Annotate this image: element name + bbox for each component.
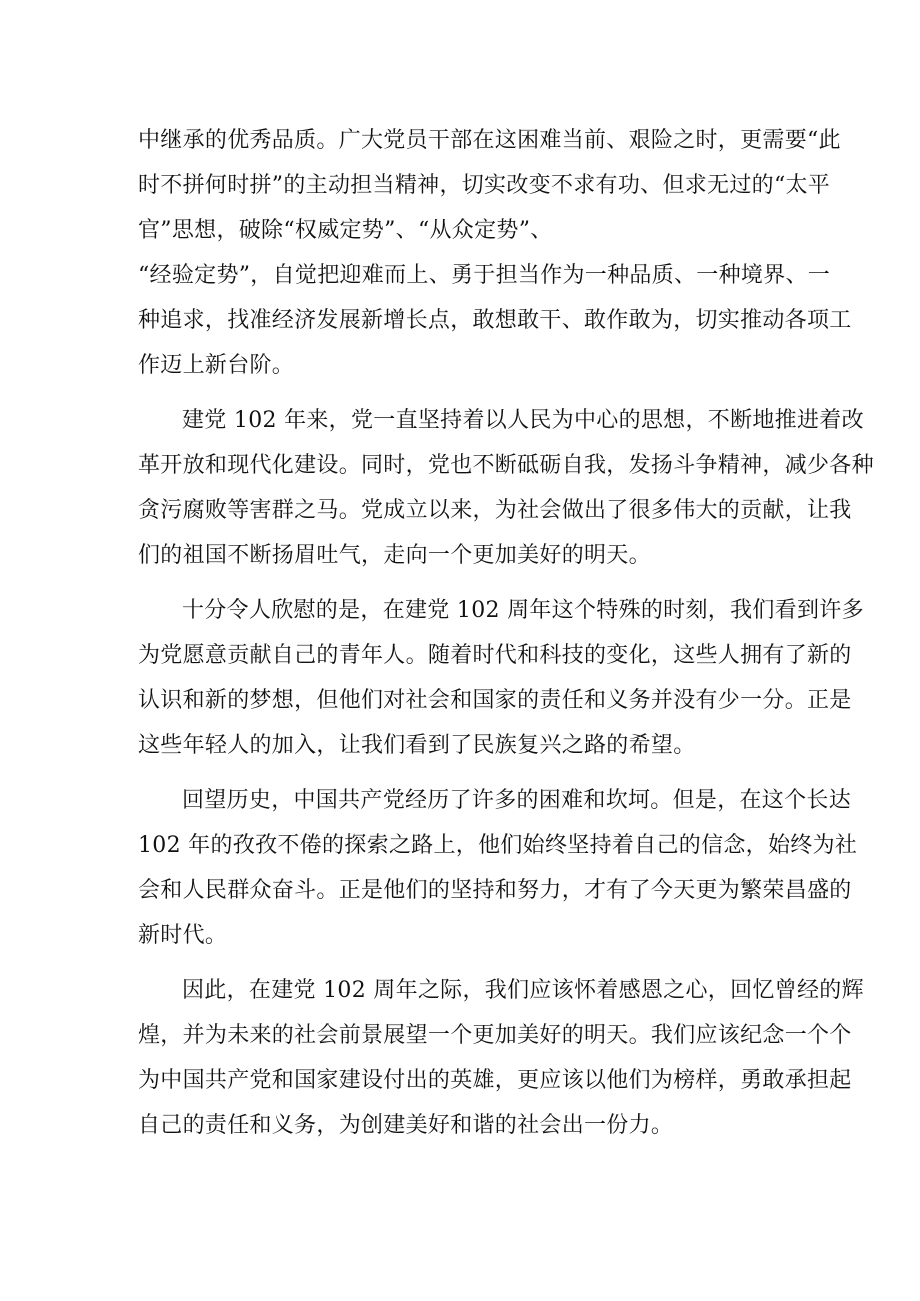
paragraph-3: [138, 588, 864, 768]
text-line: 回望历史，中国共产党经历了许多的困难和坎坷。但是，在这个长达: [182, 788, 852, 813]
text-line: 为中国共产党和国家建设付出的英雄，更应该以他们为榜样，勇敢承担起: [138, 1068, 852, 1093]
text-line: 十分令人欣慰的是，在建党 102 周年这个特殊的时刻，我们看到许多: [182, 598, 864, 623]
text-line: 这些年轻人的加入，让我们看到了民族复兴之路的希望。: [138, 733, 696, 758]
text-line: 自己的责任和义务，为创建美好和谐的社会出一份力。: [138, 1113, 674, 1138]
text-line: 时不拼何时拼”的主动担当精神，切实改变不求有功、但求无过的“太平: [138, 173, 831, 198]
text-line: 建党 102 年来，党一直坚持着以人民为中心的思想，不断地推进着改: [182, 408, 864, 433]
text-line: 102 年的孜孜不倦的探索之路上，他们始终坚持着自己的信念，始终为社: [138, 833, 858, 858]
text-line: 为党愿意贡献自己的青年人。随着时代和科技的变化，这些人拥有了新的: [138, 643, 852, 668]
text-line: 认识和新的梦想，但他们对社会和国家的责任和义务并没有少一分。正是: [138, 688, 852, 713]
text-line: 新时代。: [138, 923, 228, 948]
text-line: 煌，并为未来的社会前景展望一个更加美好的明天。我们应该纪念一个个: [138, 1023, 852, 1048]
text-line: 们的祖国不断扬眉吐气，走向一个更加美好的明天。: [138, 543, 651, 568]
paragraph-5: [138, 968, 864, 1148]
paragraph-1: [138, 118, 852, 388]
document-body: [138, 118, 874, 1148]
paragraph-2: [138, 398, 874, 578]
text-line: “经验定势”，自觉把迎难而上、勇于担当作为一种品质、一种境界、一: [138, 263, 831, 288]
text-line: 作迈上新台阶。: [138, 353, 295, 378]
text-line: 中继承的优秀品质。广大党员干部在这困难当前、艰险之时，更需要“此: [138, 128, 841, 153]
text-line: 贪污腐败等害群之马。党成立以来，为社会做出了很多伟大的贡献，让我: [138, 498, 852, 523]
paragraph-4: [138, 778, 858, 958]
text-line: 革开放和现代化建设。同时，党也不断砥砺自我，发扬斗争精神，减少各种: [138, 453, 874, 478]
text-line: 会和人民群众奋斗。正是他们的坚持和努力，才有了今天更为繁荣昌盛的: [138, 878, 852, 903]
text-line: 因此，在建党 102 周年之际，我们应该怀着感恩之心，回忆曾经的辉: [182, 978, 864, 1003]
text-line: 官”思想，破除“权威定势”、“从众定势”、: [138, 218, 553, 243]
text-line: 种追求，找准经济发展新增长点，敢想敢干、敢作敢为，切实推动各项工: [138, 308, 852, 333]
